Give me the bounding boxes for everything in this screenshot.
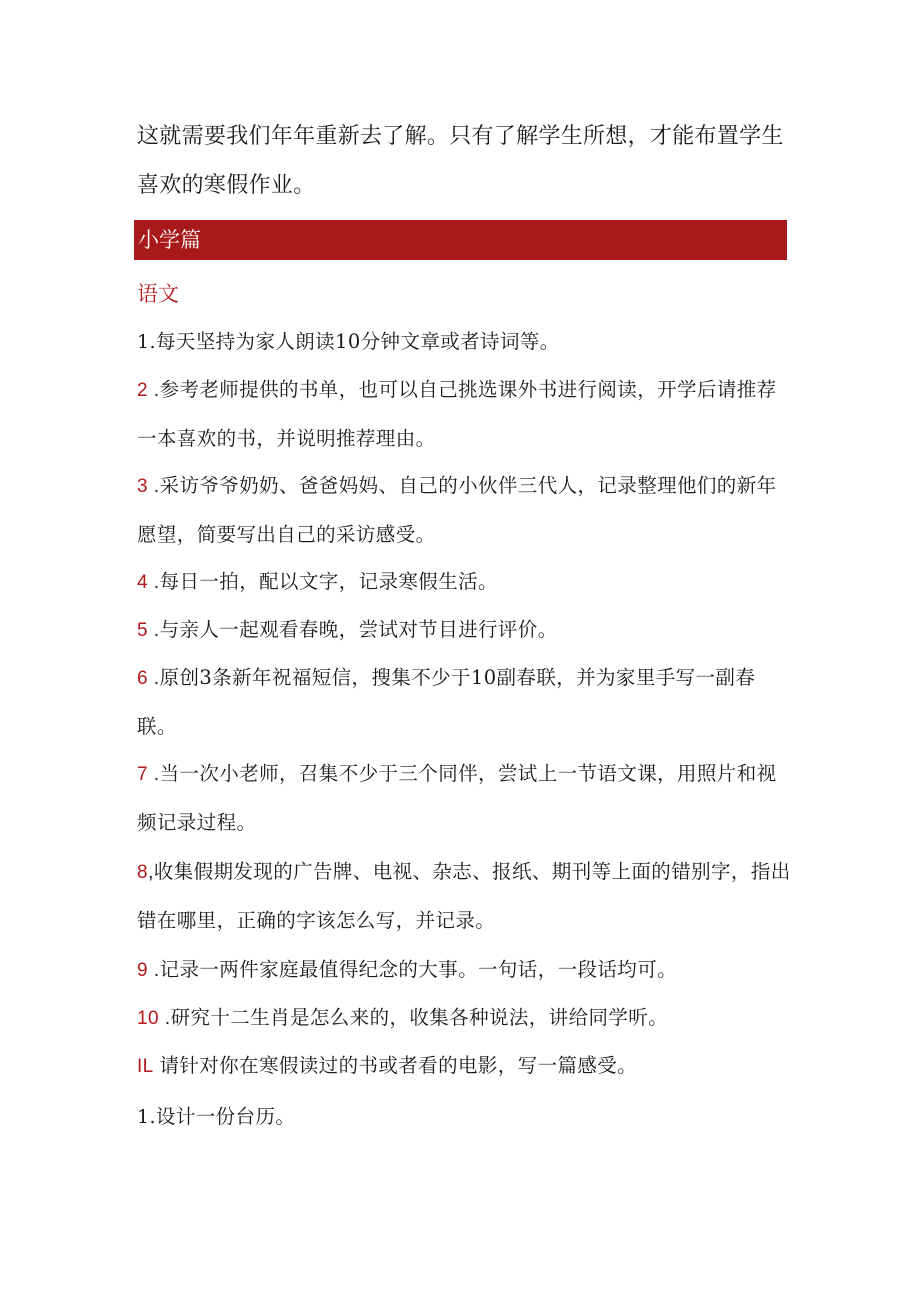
section-title: 小学篇 [138, 228, 201, 252]
item-number: 7 [137, 764, 148, 785]
item-separator: . [147, 619, 160, 641]
item-number: 8 [137, 862, 148, 883]
item-text: 每天坚持为家人朗读10分钟文章或者诗词等。 [155, 330, 560, 353]
list-item [137, 366, 792, 463]
list-item [137, 318, 792, 366]
list-item [137, 558, 792, 607]
item-number: IL [137, 1056, 154, 1077]
item-text: 请针对你在寒假读过的书或者看的电影，写一篇感受。 [159, 1054, 638, 1077]
item-number: 2 [137, 380, 148, 401]
item-number: 9 [137, 960, 148, 981]
item-separator: . [147, 667, 160, 689]
item-text: 设计一份台历。 [155, 1105, 296, 1128]
subject-heading-chinese: 语文 [137, 282, 179, 306]
item-separator: . [147, 571, 160, 593]
item-separator: . [147, 379, 160, 401]
item-number: 1. [137, 331, 156, 353]
item-text: 研究十二生肖是怎么来的，收集各种说法，讲给同学听。 [170, 1006, 669, 1029]
item-number: 10 [137, 1008, 159, 1029]
list-item [137, 994, 792, 1043]
item-text: 当一次小老师，召集不少于三个同伴，尝试上一节语文课，用照片和视频记录过程。 [137, 762, 777, 834]
item-number: 3 [137, 476, 148, 497]
item-separator: . [147, 959, 160, 981]
item-number: 5 [137, 620, 148, 641]
item-text: 采访爷爷奶奶、爸爸妈妈、自己的小伙伴三代人，记录整理他们的新年愿望，简要写出自己的采访感受。 [137, 474, 777, 546]
item-separator: . [158, 1007, 171, 1029]
item-text: 收集假期发现的广告牌、电视、杂志、报纸、期刊等上面的错别字，指出错在哪里，正确的字该怎么写，并记录。 [137, 860, 791, 932]
item-text: 与亲人一起观看春晚，尝试对节目进行评价。 [159, 618, 558, 641]
item-separator: . [147, 763, 160, 785]
list-item [137, 1042, 792, 1091]
item-text: 记录一两件家庭最值得纪念的大事。一句话，一段话均可。 [159, 958, 678, 981]
list-item [137, 946, 792, 995]
item-text: 每日一拍，配以文字，记录寒假生活。 [159, 570, 498, 593]
item-number: 4 [137, 572, 148, 593]
list-item [137, 848, 792, 945]
list-item [137, 462, 792, 559]
item-separator: , [147, 861, 154, 883]
item-text: 参考老师提供的书单，也可以自己挑选课外书进行阅读，开学后请推荐一本喜欢的书，并说明推荐理由。 [137, 378, 777, 450]
intro-paragraph: 这就需要我们年年重新去了解。只有了解学生所想，才能布置学生喜欢的寒假作业。 [137, 124, 784, 198]
item-number: 6 [137, 668, 148, 689]
list-item [137, 654, 792, 751]
item-separator: . [147, 475, 160, 497]
section-header-primary-school [134, 220, 787, 260]
list-item [137, 606, 792, 655]
list-item [137, 750, 792, 847]
list-item [137, 1093, 792, 1141]
item-number: 1. [137, 1106, 156, 1128]
item-text: 原创3条新年祝福短信，搜集不少于10副春联，并为家里手写一副春联。 [137, 666, 756, 738]
